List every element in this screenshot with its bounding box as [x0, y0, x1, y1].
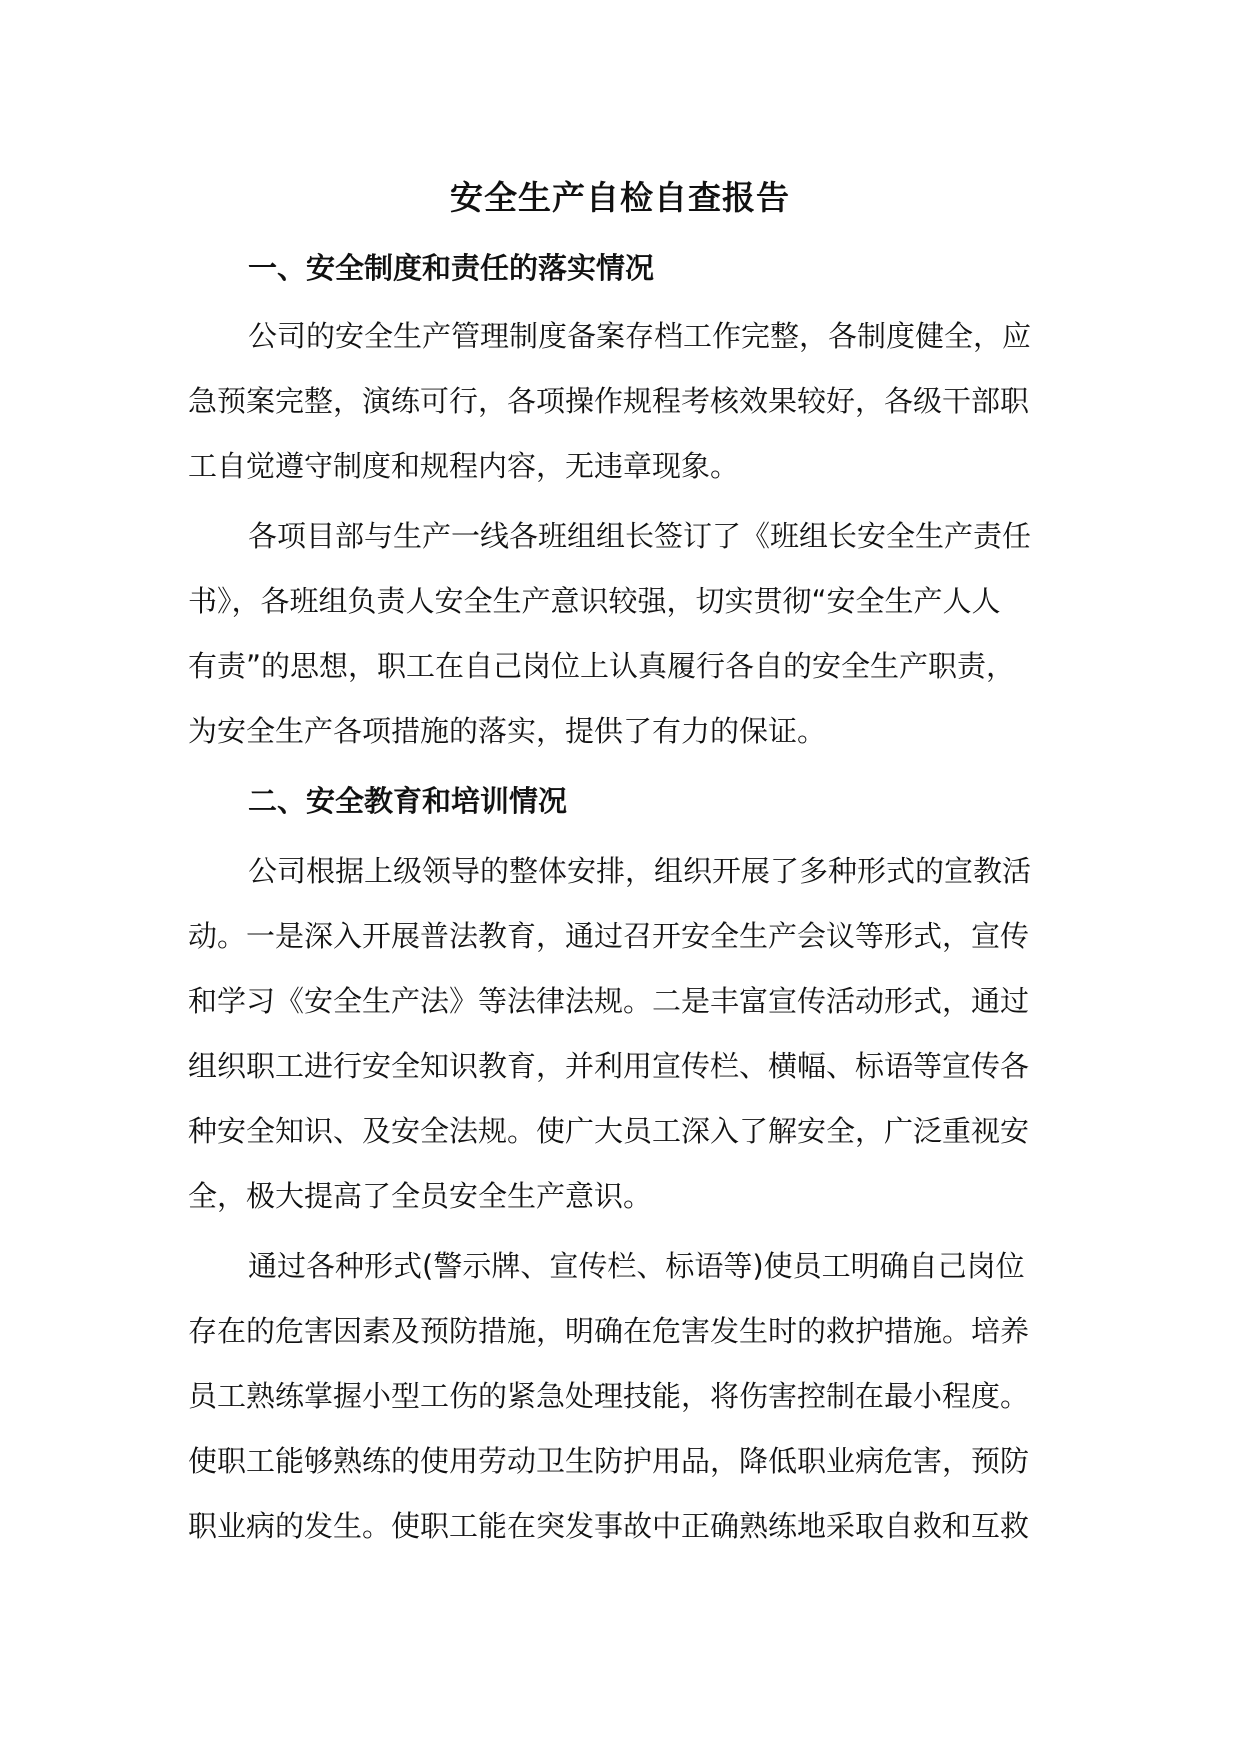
paragraph-line: 职业病的发生。使职工能在突发事故中正确熟练地采取自救和互救: [188, 1509, 1030, 1543]
paragraph-line: 全，极大提高了全员安全生产意识。: [188, 1179, 653, 1213]
paragraph-line: 工自觉遵守制度和规程内容，无违章现象。: [188, 449, 740, 483]
paragraph-line: 存在的危害因素及预防措施，明确在危害发生时的救护措施。培养: [188, 1314, 1030, 1348]
paragraph-line: 书》，各班组负责人安全生产意识较强，切实贯彻“安全生产人人: [188, 584, 1001, 618]
section-heading-1: 一、安全制度和责任的落实情况: [248, 251, 655, 285]
paragraph-line: 组织职工进行安全知识教育，并利用宣传栏、横幅、标语等宣传各: [188, 1049, 1030, 1083]
paragraph-line: 种安全知识、及安全法规。使广大员工深入了解安全，广泛重视安: [188, 1114, 1030, 1148]
paragraph-line: 有责”的思想，职工在自己岗位上认真履行各自的安全生产职责，: [188, 649, 1016, 683]
paragraph-line: 员工熟练掌握小型工伤的紧急处理技能，将伤害控制在最小程度。: [188, 1379, 1030, 1413]
paragraph-line: 使职工能够熟练的使用劳动卫生防护用品，降低职业病危害，预防: [188, 1444, 1030, 1478]
paragraph-line: 公司的安全生产管理制度备案存档工作完整，各制度健全，应: [248, 319, 1032, 353]
paragraph-line: 急预案完整，演练可行，各项操作规程考核效果较好，各级干部职: [188, 384, 1030, 418]
paragraph-line: 公司根据上级领导的整体安排，组织开展了多种形式的宣教活: [248, 854, 1032, 888]
section-heading-2: 二、安全教育和培训情况: [248, 784, 568, 818]
document-title: 安全生产自检自查报告: [450, 178, 790, 217]
paragraph-line: 各项目部与生产一线各班组组长签订了《班组长安全生产责任: [248, 519, 1032, 553]
paragraph-line: 通过各种形式(警示牌、宣传栏、标语等)使员工明确自己岗位: [248, 1249, 1025, 1283]
paragraph-line: 动。一是深入开展普法教育，通过召开安全生产会议等形式，宣传: [188, 919, 1030, 953]
paragraph-line: 为安全生产各项措施的落实，提供了有力的保证。: [188, 714, 827, 748]
paragraph-line: 和学习《安全生产法》等法律法规。二是丰富宣传活动形式，通过: [188, 984, 1030, 1018]
